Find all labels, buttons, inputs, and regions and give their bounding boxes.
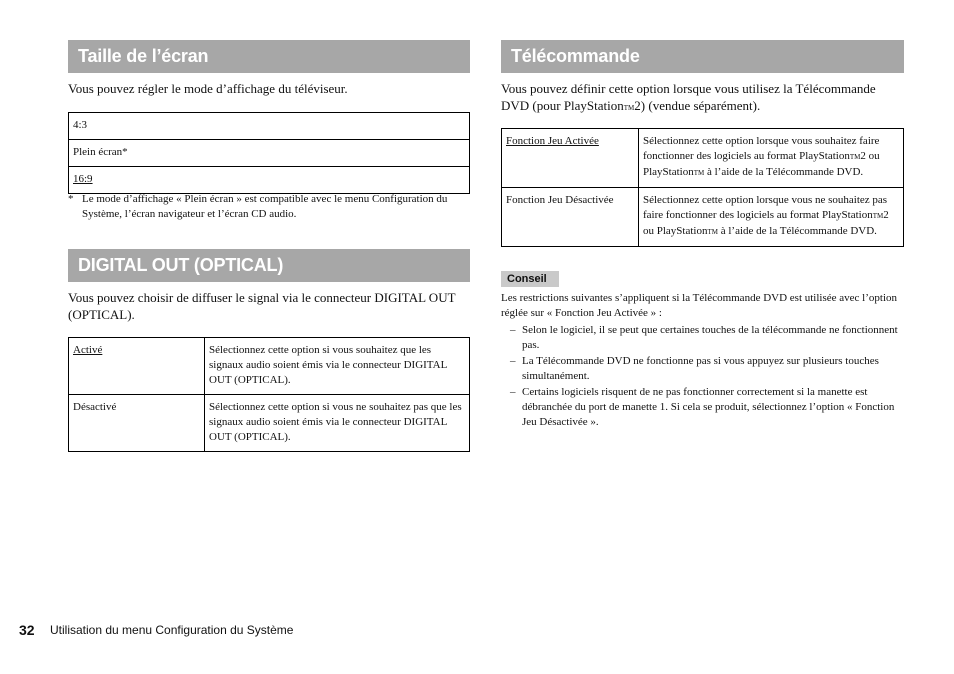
table-row [69,395,470,452]
footnote-text: Le mode d’affichage « Plein écran » est compatible avec le menu Configuration du Système, l’écran navigateur et l’écran CD audio. [82,193,448,220]
list-item [501,385,904,430]
option-description: Sélectionnez cette option si vous ne souhaitez pas que les signaux audio soient émis via le connecteur DIGITAL OUT (OPTICAL). [205,395,470,452]
option-description [639,188,904,247]
screen-size-intro: Vous pouvez régler le mode d’affichage du téléviseur. [68,81,348,96]
bullet-text: Selon le logiciel, il se peut que certaines touches de la télécommande ne fonctionnent pas. [522,324,898,351]
option-description [639,129,904,188]
option-activated: Activé [73,344,103,356]
list-item [501,323,904,353]
option-16-9 [69,167,470,194]
section-heading-screen-size: Taille de l’écran [68,40,470,73]
option-game-function-off: Fonction Jeu Désactivée [506,194,614,206]
table-row [502,129,904,188]
bullet-dash: – [510,355,516,367]
table-row [69,140,470,167]
footer-section-title: Utilisation du menu Configuration du Système [50,623,294,637]
trademark-mark: TM [849,153,861,161]
option-cell [69,395,205,452]
table-row [502,188,904,247]
option-deactivated: Désactivé [73,401,117,413]
list-item [501,354,904,384]
remote-intro [501,80,904,117]
desc-part: Sélectionnez cette option lorsque vous souhaitez faire fonctionner des logiciels au format PlayStation [643,135,880,162]
table-row [69,167,470,194]
digital-out-options-table [68,337,470,452]
bullet-dash: – [510,324,516,336]
tip-bullet-list [501,323,904,431]
desc-part: Sélectionnez cette option lorsque vous ne souhaitez pas faire fonctionner des logiciels au format PlayStation [643,194,888,221]
section-heading-digital-out: DIGITAL OUT (OPTICAL) [68,249,470,282]
option-game-function-on: Fonction Jeu Activée [506,135,599,147]
page-number: 32 [19,622,35,638]
bullet-text: La Télécommande DVD ne fonctionne pas si vous appuyez sur plusieurs touches simultanément. [522,355,879,382]
digital-out-intro: Vous pouvez choisir de diffuser le signal via le connecteur DIGITAL OUT (OPTICAL). [68,290,456,322]
remote-intro-part1: Vous pouvez définir cette option lorsque vous utilisez la Télécommande DVD (pour PlayStation [501,81,876,113]
bullet-text: Certains logiciels risquent de ne pas fonctionner correctement si la manette est débranchée du port de manette 1. Si cela se produit, sélectionnez l’option « Fonction Jeu Désactivée ». [522,386,895,428]
desc-part: à l’aide de la Télécommande DVD. [717,225,877,237]
tip-intro: Les restrictions suivantes s’appliquent si la Télécommande DVD est utilisée avec l’option réglée sur « Fonction Jeu Activée » : [501,292,897,319]
table-row [69,113,470,140]
tip-label: Conseil [501,271,559,287]
desc-part: à l’aide de la Télécommande DVD. [704,166,864,178]
screen-size-footnote [68,192,470,222]
option-full-screen: Plein écran* [69,140,470,167]
trademark-mark: TM [693,169,705,177]
footnote-star: * [68,193,74,205]
screen-size-options-table [68,112,470,194]
option-cell [502,129,639,188]
trademark-mark: TM [707,228,718,236]
section-heading-remote: Télécommande [501,40,904,73]
trademark-mark: TM [623,104,635,112]
trademark-mark: TM [872,212,884,220]
option-cell [69,338,205,395]
table-row [69,338,470,395]
option-description: Sélectionnez cette option si vous souhaitez que les signaux audio soient émis via le connecteur DIGITAL OUT (OPTICAL). [205,338,470,395]
desc-part: 2 ou PlayStation [643,150,880,178]
option-cell [502,188,639,247]
option-16-9-label: 16:9 [73,173,93,185]
option-4-3: 4:3 [69,113,470,140]
desc-part: 2 ou PlayStation [643,209,889,237]
remote-intro-part2: 2) (vendue séparément). [634,98,761,113]
remote-options-table [501,128,904,247]
bullet-dash: – [510,386,516,398]
